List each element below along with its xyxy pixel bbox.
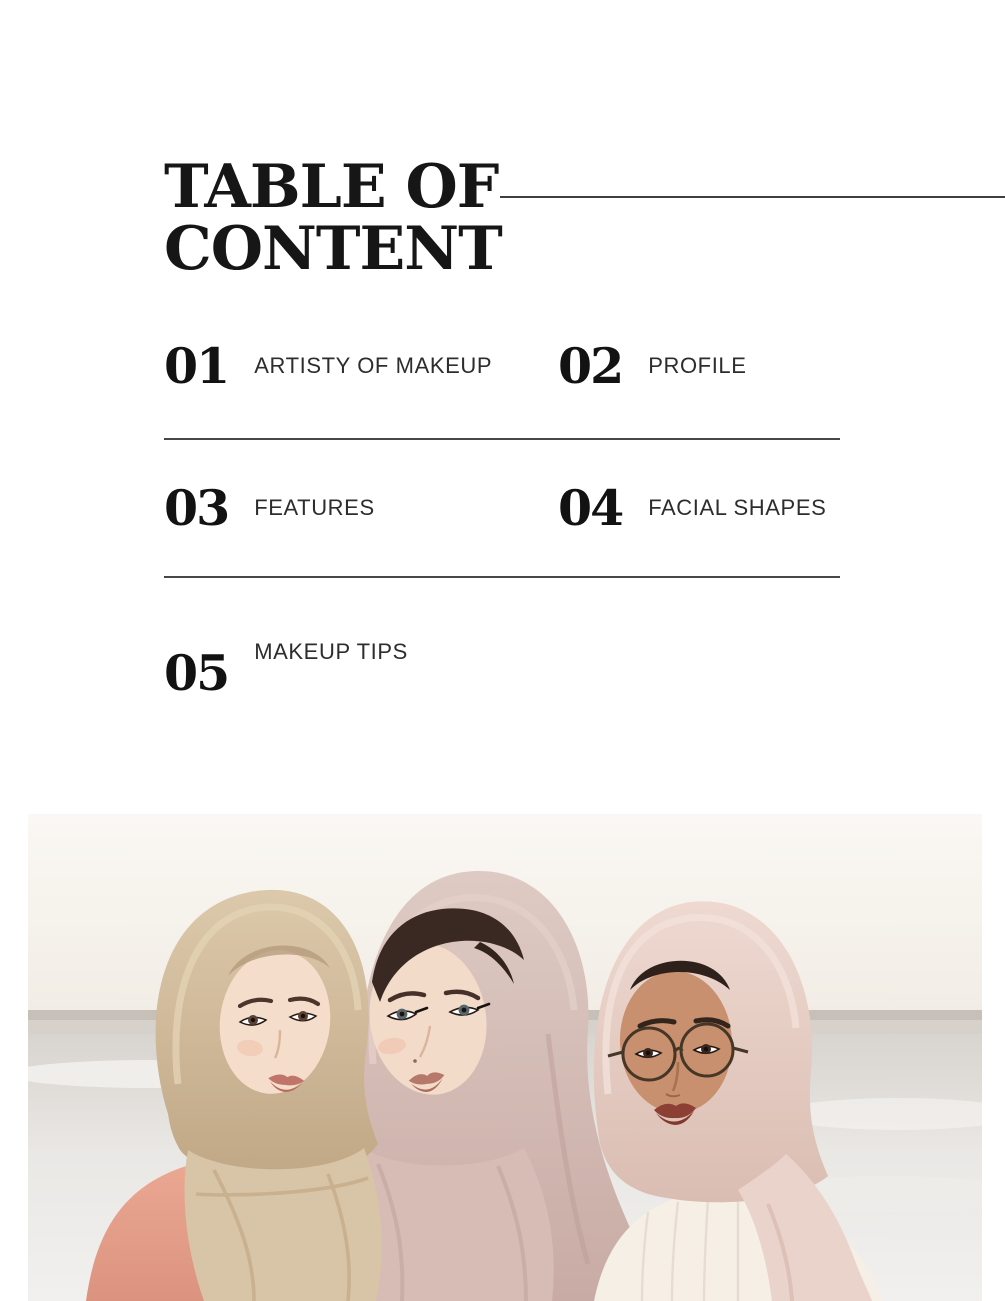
toc-entry-label: MAKEUP TIPS <box>254 639 408 664</box>
toc-entry-number: 02 <box>558 336 623 395</box>
page-title-line2: CONTENT <box>164 214 502 285</box>
toc-entry-artisty-of-makeup <box>164 336 492 396</box>
toc-entry-label: ARTISTY OF MAKEUP <box>254 353 493 378</box>
toc-entry-facial-shapes <box>558 478 826 538</box>
toc-entry-number: 05 <box>164 643 229 702</box>
hero-photo-illustration <box>28 814 982 1301</box>
toc-entry-label: FEATURES <box>254 495 375 520</box>
toc-row-1 <box>0 336 1005 396</box>
row-divider <box>164 576 840 578</box>
toc-entry-label: PROFILE <box>648 353 747 378</box>
hero-photo <box>28 814 982 1301</box>
toc-entry-makeup-tips <box>164 632 408 702</box>
page-title-line1: TABLE OF <box>164 152 499 223</box>
toc-entry-label: FACIAL SHAPES <box>648 495 827 520</box>
toc-entry-number: 04 <box>558 478 623 537</box>
toc-entry-features <box>164 478 375 538</box>
toc-entry-profile <box>558 336 747 396</box>
toc-row-3 <box>0 632 1005 702</box>
toc-entry-number: 01 <box>164 336 229 395</box>
row-divider <box>164 438 840 440</box>
toc-entry-number: 03 <box>164 478 229 537</box>
toc-row-2 <box>0 478 1005 538</box>
page-title <box>164 152 502 285</box>
title-rule <box>500 196 1005 198</box>
